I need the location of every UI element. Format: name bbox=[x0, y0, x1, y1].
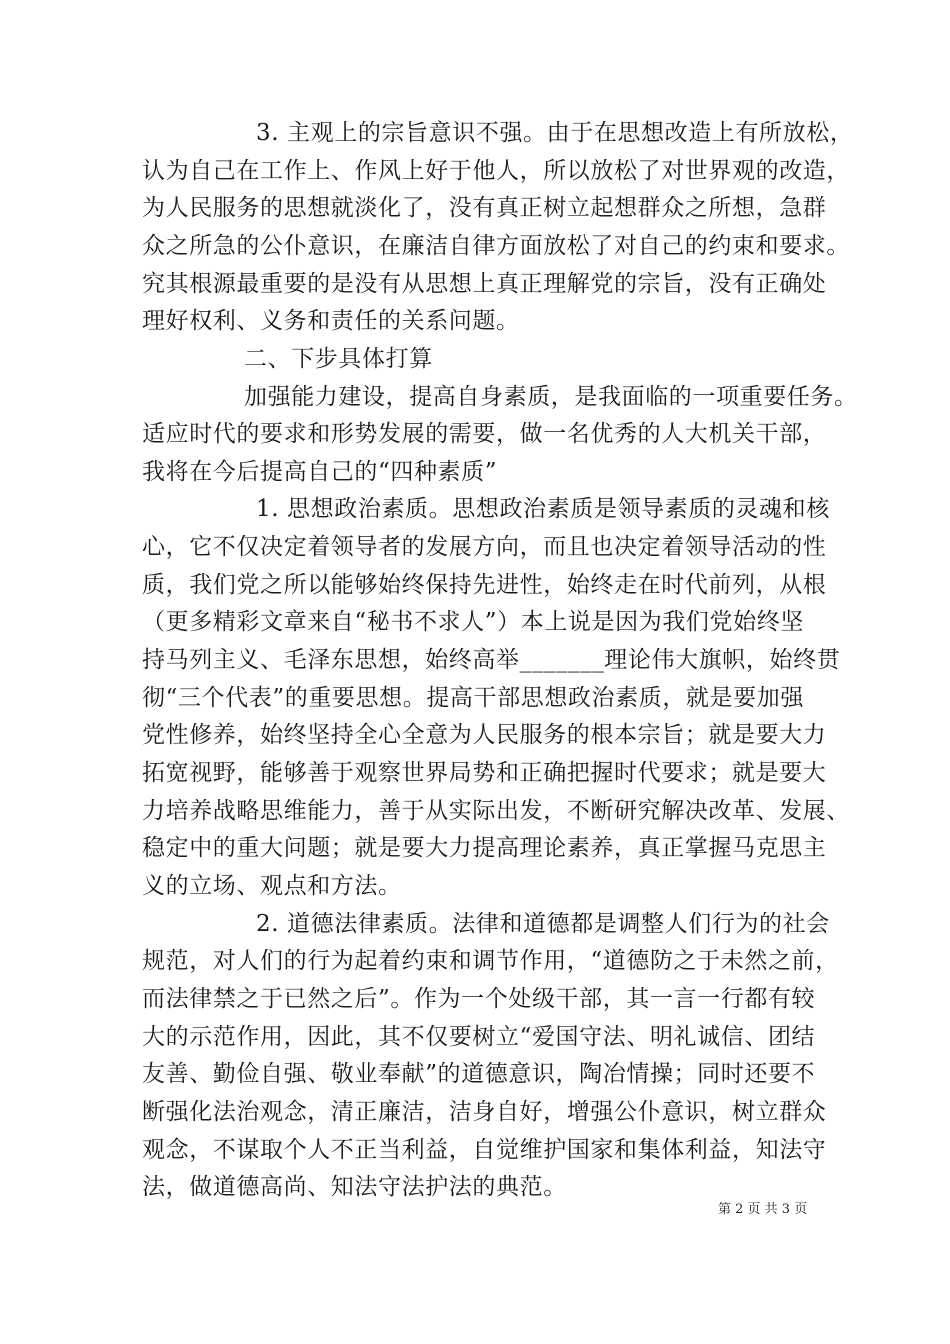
text-line: 义的立场、观点和方法。 bbox=[142, 873, 402, 899]
text-line: 认为自己在工作上、作风上好于他人，所以放松了对世界观的改造， bbox=[142, 158, 850, 184]
text-line: 1. 思想政治素质。思想政治素质是领导素质的灵魂和核 bbox=[256, 496, 830, 522]
text-line: 观念，不谋取个人不正当利益，自觉维护国家和集体利益，知法守 bbox=[142, 1137, 827, 1163]
text-line: 2. 道德法律素质。法律和道德都是调整人们行为的社会 bbox=[256, 911, 830, 937]
text-line: 友善、勤俭自强、敬业奉献”的道德意识，陶冶情操；同时还要不 bbox=[142, 1061, 816, 1087]
text-line: 持马列主义、毛泽东思想，始终高举_______理论伟大旗帜，始终贯 bbox=[142, 647, 841, 673]
text-line: 而法律禁之于已然之后”。作为一个处级干部，其一言一行都有较 bbox=[142, 986, 816, 1012]
text-line: 理好权利、义务和责任的关系问题。 bbox=[142, 308, 520, 334]
text-line: 稳定中的重大问题；就是要大力提高理论素养，真正掌握马克思主 bbox=[142, 835, 827, 861]
section-heading: 二、下步具体打算 bbox=[244, 346, 433, 372]
text-line: 彻“三个代表”的重要思想。提高干部思想政治素质，就是要加强 bbox=[142, 685, 804, 711]
text-line: 力培养战略思维能力，善于从实际出发，不断研究解决改革、发展、 bbox=[142, 798, 850, 824]
page-number: 第 2 页 共 3 页 bbox=[718, 1202, 808, 1217]
text-line: 我将在今后提高自己的“四种素质” bbox=[142, 459, 498, 485]
text-line: 适应时代的要求和形势发展的需要，做一名优秀的人大机关干部， bbox=[142, 421, 827, 447]
text-line: 党性修养，始终坚持全心全意为人民服务的根本宗旨；就是要大力 bbox=[142, 722, 827, 748]
text-line: 加强能力建设，提高自身素质，是我面临的一项重要任务。 bbox=[244, 384, 858, 410]
text-line: （更多精彩文章来自“秘书不求人”）本上说是因为我们党始终坚 bbox=[142, 609, 804, 635]
text-line: 拓宽视野，能够善于观察世界局势和正确把握时代要求；就是要大 bbox=[142, 760, 827, 786]
text-line: 断强化法治观念，清正廉洁，洁身自好，增强公仆意识，树立群众 bbox=[142, 1099, 827, 1125]
text-line: 为人民服务的思想就淡化了，没有真正树立起想群众之所想，急群 bbox=[142, 195, 827, 221]
text-line: 法，做道德高尚、知法守法护法的典范。 bbox=[142, 1174, 567, 1200]
text-line: 心，它不仅决定着领导者的发展方向，而且也决定着领导活动的性 bbox=[142, 534, 827, 560]
text-line: 究其根源最重要的是没有从思想上真正理解党的宗旨，没有正确处 bbox=[142, 271, 827, 297]
text-line: 众之所急的公仆意识，在廉洁自律方面放松了对自己的约束和要求。 bbox=[142, 233, 850, 259]
text-line: 3. 主观上的宗旨意识不强。由于在思想改造上有所放松， bbox=[256, 120, 854, 146]
text-line: 大的示范作用，因此，其不仅要树立“爱国守法、明礼诚信、团结 bbox=[142, 1024, 816, 1050]
text-line: 规范，对人们的行为起着约束和调节作用，“道德防之于未然之前， bbox=[142, 948, 839, 974]
text-line: 质，我们党之所以能够始终保持先进性，始终走在时代前列，从根 bbox=[142, 572, 827, 598]
